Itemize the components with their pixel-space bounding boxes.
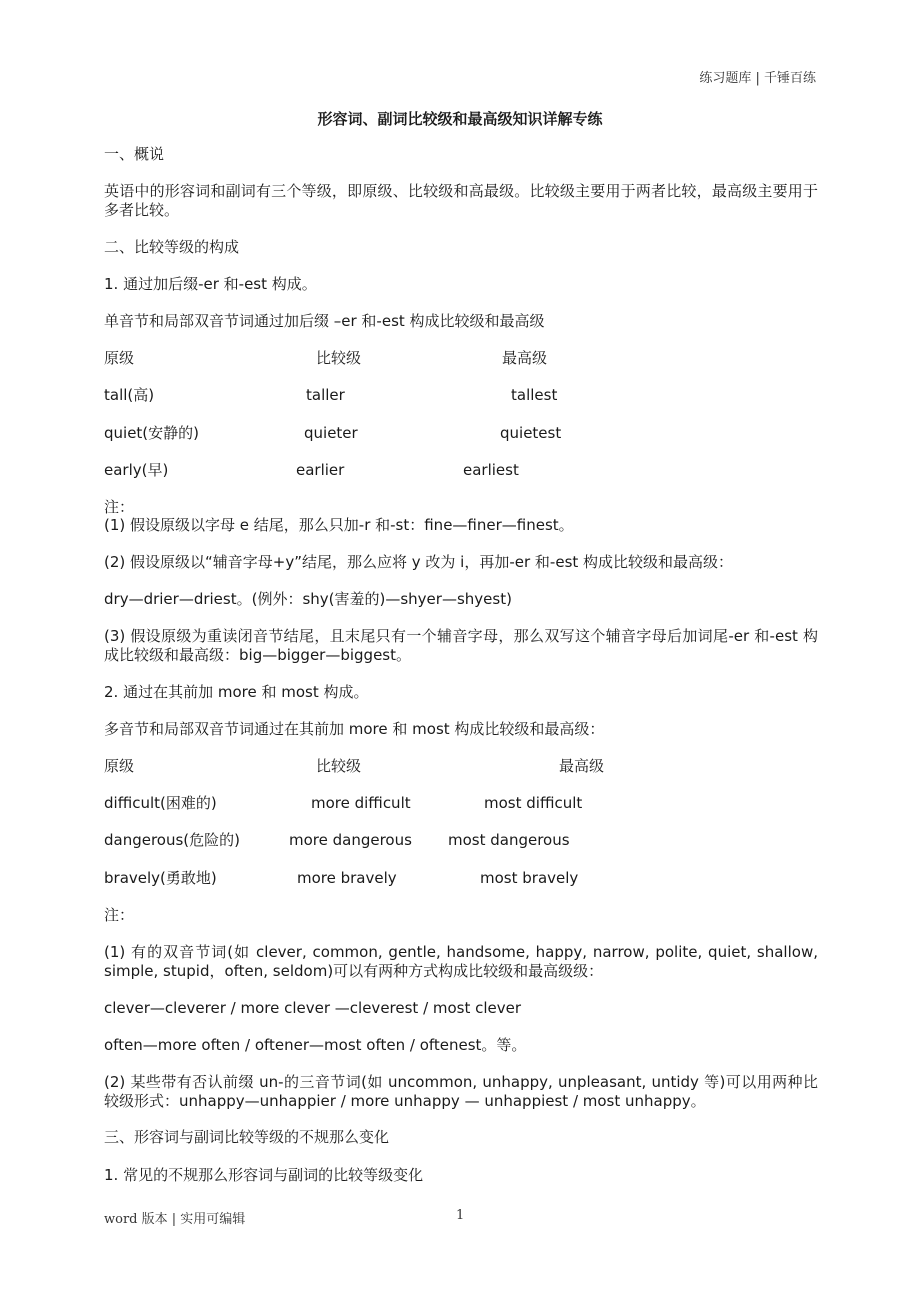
section-2-2-intro: 多音节和局部双音节词通过在其前加 more 和 most 构成比较级和最高级：: [104, 720, 605, 738]
section-3-heading: 三、形容词与副词比较等级的不规那么变化: [104, 1128, 390, 1146]
table2-row-comparative: more dangerous: [289, 831, 412, 849]
table2-header-superlative: 最高级: [559, 757, 605, 775]
note-label: 注：: [104, 906, 135, 924]
table1-header-base: 原级: [104, 349, 135, 367]
section-2-heading: 二、比较等级的构成: [104, 238, 240, 256]
section-2-1-heading: 1. 通过加后缀-er 和-est 构成。: [104, 275, 317, 293]
section-3-1-heading: 1. 常见的不规那么形容词与副词的比较等级变化: [104, 1166, 424, 1184]
note-label: 注：: [104, 498, 135, 516]
note-2-example: dry—drier—driest。(例外：shy(害羞的)—shyer—shyest): [104, 590, 512, 608]
note-1: (1) 假设原级以字母 e 结尾，那么只加-r 和-st：fine—finer—finest。: [104, 516, 574, 534]
table2-row-superlative: most dangerous: [448, 831, 570, 849]
table1-row-comparative: earlier: [296, 461, 345, 479]
table1-row-base: quiet(安静的): [104, 424, 200, 442]
table2-row-base: bravely(勇敢地): [104, 869, 217, 887]
example-2: often—more often / oftener—most often / oftenest。等。: [104, 1036, 527, 1054]
section-2-1-intro: 单音节和局部双音节词通过加后缀 –er 和-est 构成比较级和最高级: [104, 312, 545, 330]
page-title: 形容词、副词比较级和最高级知识详解专练: [317, 110, 603, 128]
table2-row-comparative: more difficult: [311, 794, 411, 812]
table1-header-comparative: 比较级: [316, 349, 362, 367]
table2-row-base: dangerous(危险的): [104, 831, 241, 849]
table1-row-comparative: quieter: [304, 424, 358, 442]
table1-row-comparative: taller: [306, 386, 345, 404]
table2-header-comparative: 比较级: [316, 757, 362, 775]
table1-row-superlative: quietest: [500, 424, 562, 442]
table2-row-base: difficult(困难的): [104, 794, 217, 812]
table1-row-base: tall(高): [104, 386, 155, 404]
table1-row-base: early(早): [104, 461, 169, 479]
table1-row-superlative: earliest: [463, 461, 519, 479]
note-1: (1) 有的双音节词(如 clever, common, gentle, handsome, happy, narrow, polite, quiet, shallow, simple, stupid，often, seldom)可以有两种方式构成比较级和最高级级：: [104, 943, 818, 980]
section-1-body: 英语中的形容词和副词有三个等级，即原级、比较级和高最级。比较级主要用于两者比较，最高级主要用于多者比较。: [104, 182, 818, 219]
note-2: (2) 某些带有否认前缀 un-的三音节词(如 uncommon, unhappy, unpleasant, untidy 等)可以用两种比较级形式：unhappy—unhappier / more unhappy — unhappiest / most unhappy。: [104, 1073, 818, 1110]
section-1-heading: 一、概说: [104, 145, 165, 163]
table2-row-superlative: most bravely: [480, 869, 579, 887]
page-number: 1: [456, 1208, 465, 1223]
table2-row-comparative: more bravely: [297, 869, 397, 887]
note-3: (3) 假设原级为重读闭音节结尾，且末尾只有一个辅音字母，那么双写这个辅音字母后加词尾-er 和-est 构成比较级和最高级：big—bigger—biggest。: [104, 627, 818, 664]
table1-row-superlative: tallest: [511, 386, 558, 404]
section-2-2-heading: 2. 通过在其前加 more 和 most 构成。: [104, 683, 369, 701]
header-text: 练习题库 | 千锤百练: [699, 71, 816, 86]
table2-header-base: 原级: [104, 757, 135, 775]
table2-row-superlative: most difficult: [484, 794, 583, 812]
note-2: (2) 假设原级以“辅音字母+y”结尾，那么应将 y 改为 i，再加-er 和-est 构成比较级和最高级：: [104, 553, 734, 571]
example-1: clever—cleverer / more clever —cleverest / most clever: [104, 999, 522, 1017]
table1-header-superlative: 最高级: [502, 349, 548, 367]
footer-text: word 版本 | 实用可编辑: [104, 1212, 246, 1227]
